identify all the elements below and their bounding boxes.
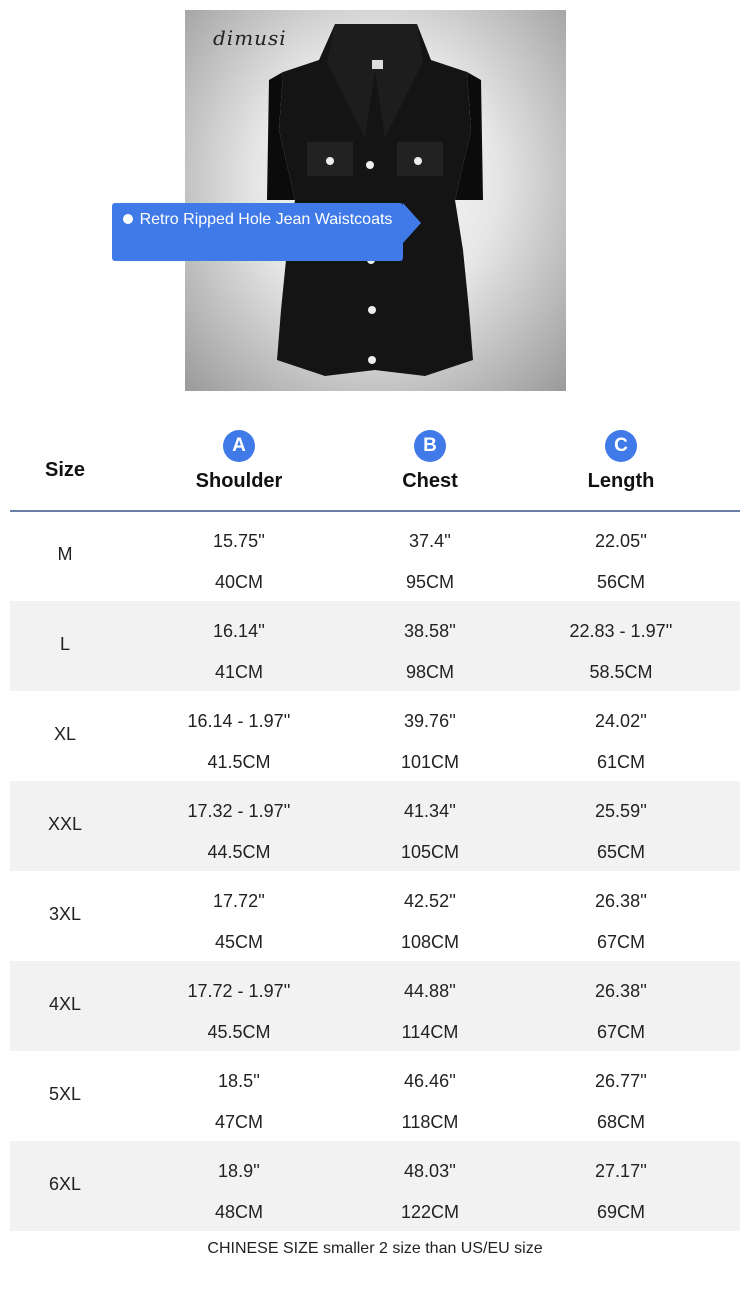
size-column-header: Size <box>44 459 86 481</box>
inch-value: 18.9'' <box>218 1161 260 1181</box>
inch-value: 17.72 - 1.97'' <box>187 981 291 1001</box>
size-cell: 4XL <box>48 994 82 1014</box>
chest-cell <box>335 1051 525 1141</box>
cm-value: 47CM <box>214 1112 263 1132</box>
cm-value: 105CM <box>400 842 460 862</box>
bullet-icon <box>123 214 133 224</box>
chest-label: Chest <box>402 470 458 492</box>
table-row <box>10 1141 740 1231</box>
inch-value: 16.14 - 1.97'' <box>187 711 291 731</box>
cm-value: 101CM <box>400 752 460 772</box>
shoulder-cell <box>144 1051 334 1141</box>
cm-value: 45.5CM <box>207 1022 271 1042</box>
cm-value: 67CM <box>596 1022 645 1042</box>
size-footnote: CHINESE SIZE smaller 2 size than US/EU size <box>207 1240 543 1257</box>
inch-value: 25.59'' <box>595 801 647 821</box>
size-table-body <box>10 511 740 1231</box>
table-row <box>10 781 740 871</box>
length-cell <box>526 511 716 601</box>
cm-value: 61CM <box>596 752 645 772</box>
cm-value: 114CM <box>401 1022 459 1042</box>
inch-value: 22.05'' <box>595 531 647 551</box>
inch-value: 48.03'' <box>404 1161 456 1181</box>
cm-value: 44.5CM <box>207 842 271 862</box>
cm-value: 41.5CM <box>207 752 271 772</box>
chest-cell <box>335 511 525 601</box>
badge-b: B <box>414 430 446 462</box>
table-row <box>10 691 740 781</box>
chest-cell <box>335 1141 525 1231</box>
size-cell: 6XL <box>48 1174 82 1194</box>
size-table-header <box>10 420 740 512</box>
inch-value: 24.02'' <box>595 711 647 731</box>
shoulder-cell <box>144 781 334 871</box>
chest-cell <box>335 691 525 781</box>
table-row <box>10 961 740 1051</box>
length-cell <box>526 781 716 871</box>
shoulder-cell <box>144 511 334 601</box>
product-callout <box>112 203 403 261</box>
size-cell: 3XL <box>48 904 82 924</box>
cm-value: 108CM <box>400 932 460 952</box>
cm-value: 118CM <box>401 1112 459 1132</box>
inch-value: 38.58'' <box>404 621 456 641</box>
cm-value: 67CM <box>596 932 645 952</box>
chest-cell <box>335 961 525 1051</box>
inch-value: 27.17'' <box>595 1161 647 1181</box>
table-row <box>10 601 740 691</box>
table-row <box>10 871 740 961</box>
cm-value: 45CM <box>214 932 263 952</box>
inch-value: 44.88'' <box>404 981 456 1001</box>
inch-value: 26.38'' <box>595 981 647 1001</box>
cm-value: 58.5CM <box>589 662 653 682</box>
length-label: Length <box>587 470 655 492</box>
shoulder-label: Shoulder <box>195 470 283 492</box>
length-column-header <box>526 420 716 510</box>
chest-cell <box>335 781 525 871</box>
inch-value: 42.52'' <box>404 891 456 911</box>
cm-value: 68CM <box>596 1112 645 1132</box>
cm-value: 56CM <box>596 572 645 592</box>
size-cell: 5XL <box>48 1084 82 1104</box>
inch-value: 46.46'' <box>404 1071 456 1091</box>
length-cell <box>526 871 716 961</box>
table-row <box>10 511 740 601</box>
inch-value: 26.38'' <box>595 891 647 911</box>
inch-value: 17.32 - 1.97'' <box>187 801 291 821</box>
cm-value: 48CM <box>214 1202 263 1222</box>
product-photo <box>185 10 566 391</box>
size-cell: M <box>57 544 73 564</box>
size-cell: XXL <box>47 814 83 834</box>
chest-cell <box>335 871 525 961</box>
chest-column-header <box>335 420 525 510</box>
denim-vest-image <box>185 10 566 391</box>
cm-value: 95CM <box>405 572 454 592</box>
length-cell <box>526 1051 716 1141</box>
inch-value: 39.76'' <box>404 711 456 731</box>
inch-value: 37.4'' <box>409 531 451 551</box>
length-cell <box>526 961 716 1051</box>
brand-logo: dimusi <box>213 26 287 50</box>
cm-value: 40CM <box>214 572 263 592</box>
length-cell <box>526 1141 716 1231</box>
shoulder-cell <box>144 1141 334 1231</box>
table-row <box>10 1051 740 1141</box>
inch-value: 26.77'' <box>595 1071 647 1091</box>
callout-arrow-icon <box>403 203 421 243</box>
inch-value: 18.5'' <box>218 1071 260 1091</box>
cm-value: 69CM <box>596 1202 645 1222</box>
shoulder-cell <box>144 601 334 691</box>
shoulder-cell <box>144 691 334 781</box>
cm-value: 41CM <box>214 662 263 682</box>
cm-value: 98CM <box>405 662 454 682</box>
size-cell: XL <box>53 724 77 744</box>
inch-value: 22.83 - 1.97'' <box>569 621 673 641</box>
shoulder-column-header <box>144 420 334 510</box>
inch-value: 15.75'' <box>213 531 265 551</box>
chest-cell <box>335 601 525 691</box>
cm-value: 65CM <box>596 842 645 862</box>
badge-a: A <box>223 430 255 462</box>
badge-c: C <box>605 430 637 462</box>
inch-value: 16.14'' <box>213 621 265 641</box>
size-cell: L <box>59 634 70 654</box>
cm-value: 122CM <box>400 1202 460 1222</box>
callout-text: Retro Ripped Hole Jean Waistcoats <box>139 211 393 228</box>
length-cell <box>526 601 716 691</box>
inch-value: 17.72'' <box>213 891 265 911</box>
inch-value: 41.34'' <box>404 801 456 821</box>
length-cell <box>526 691 716 781</box>
shoulder-cell <box>144 871 334 961</box>
shoulder-cell <box>144 961 334 1051</box>
